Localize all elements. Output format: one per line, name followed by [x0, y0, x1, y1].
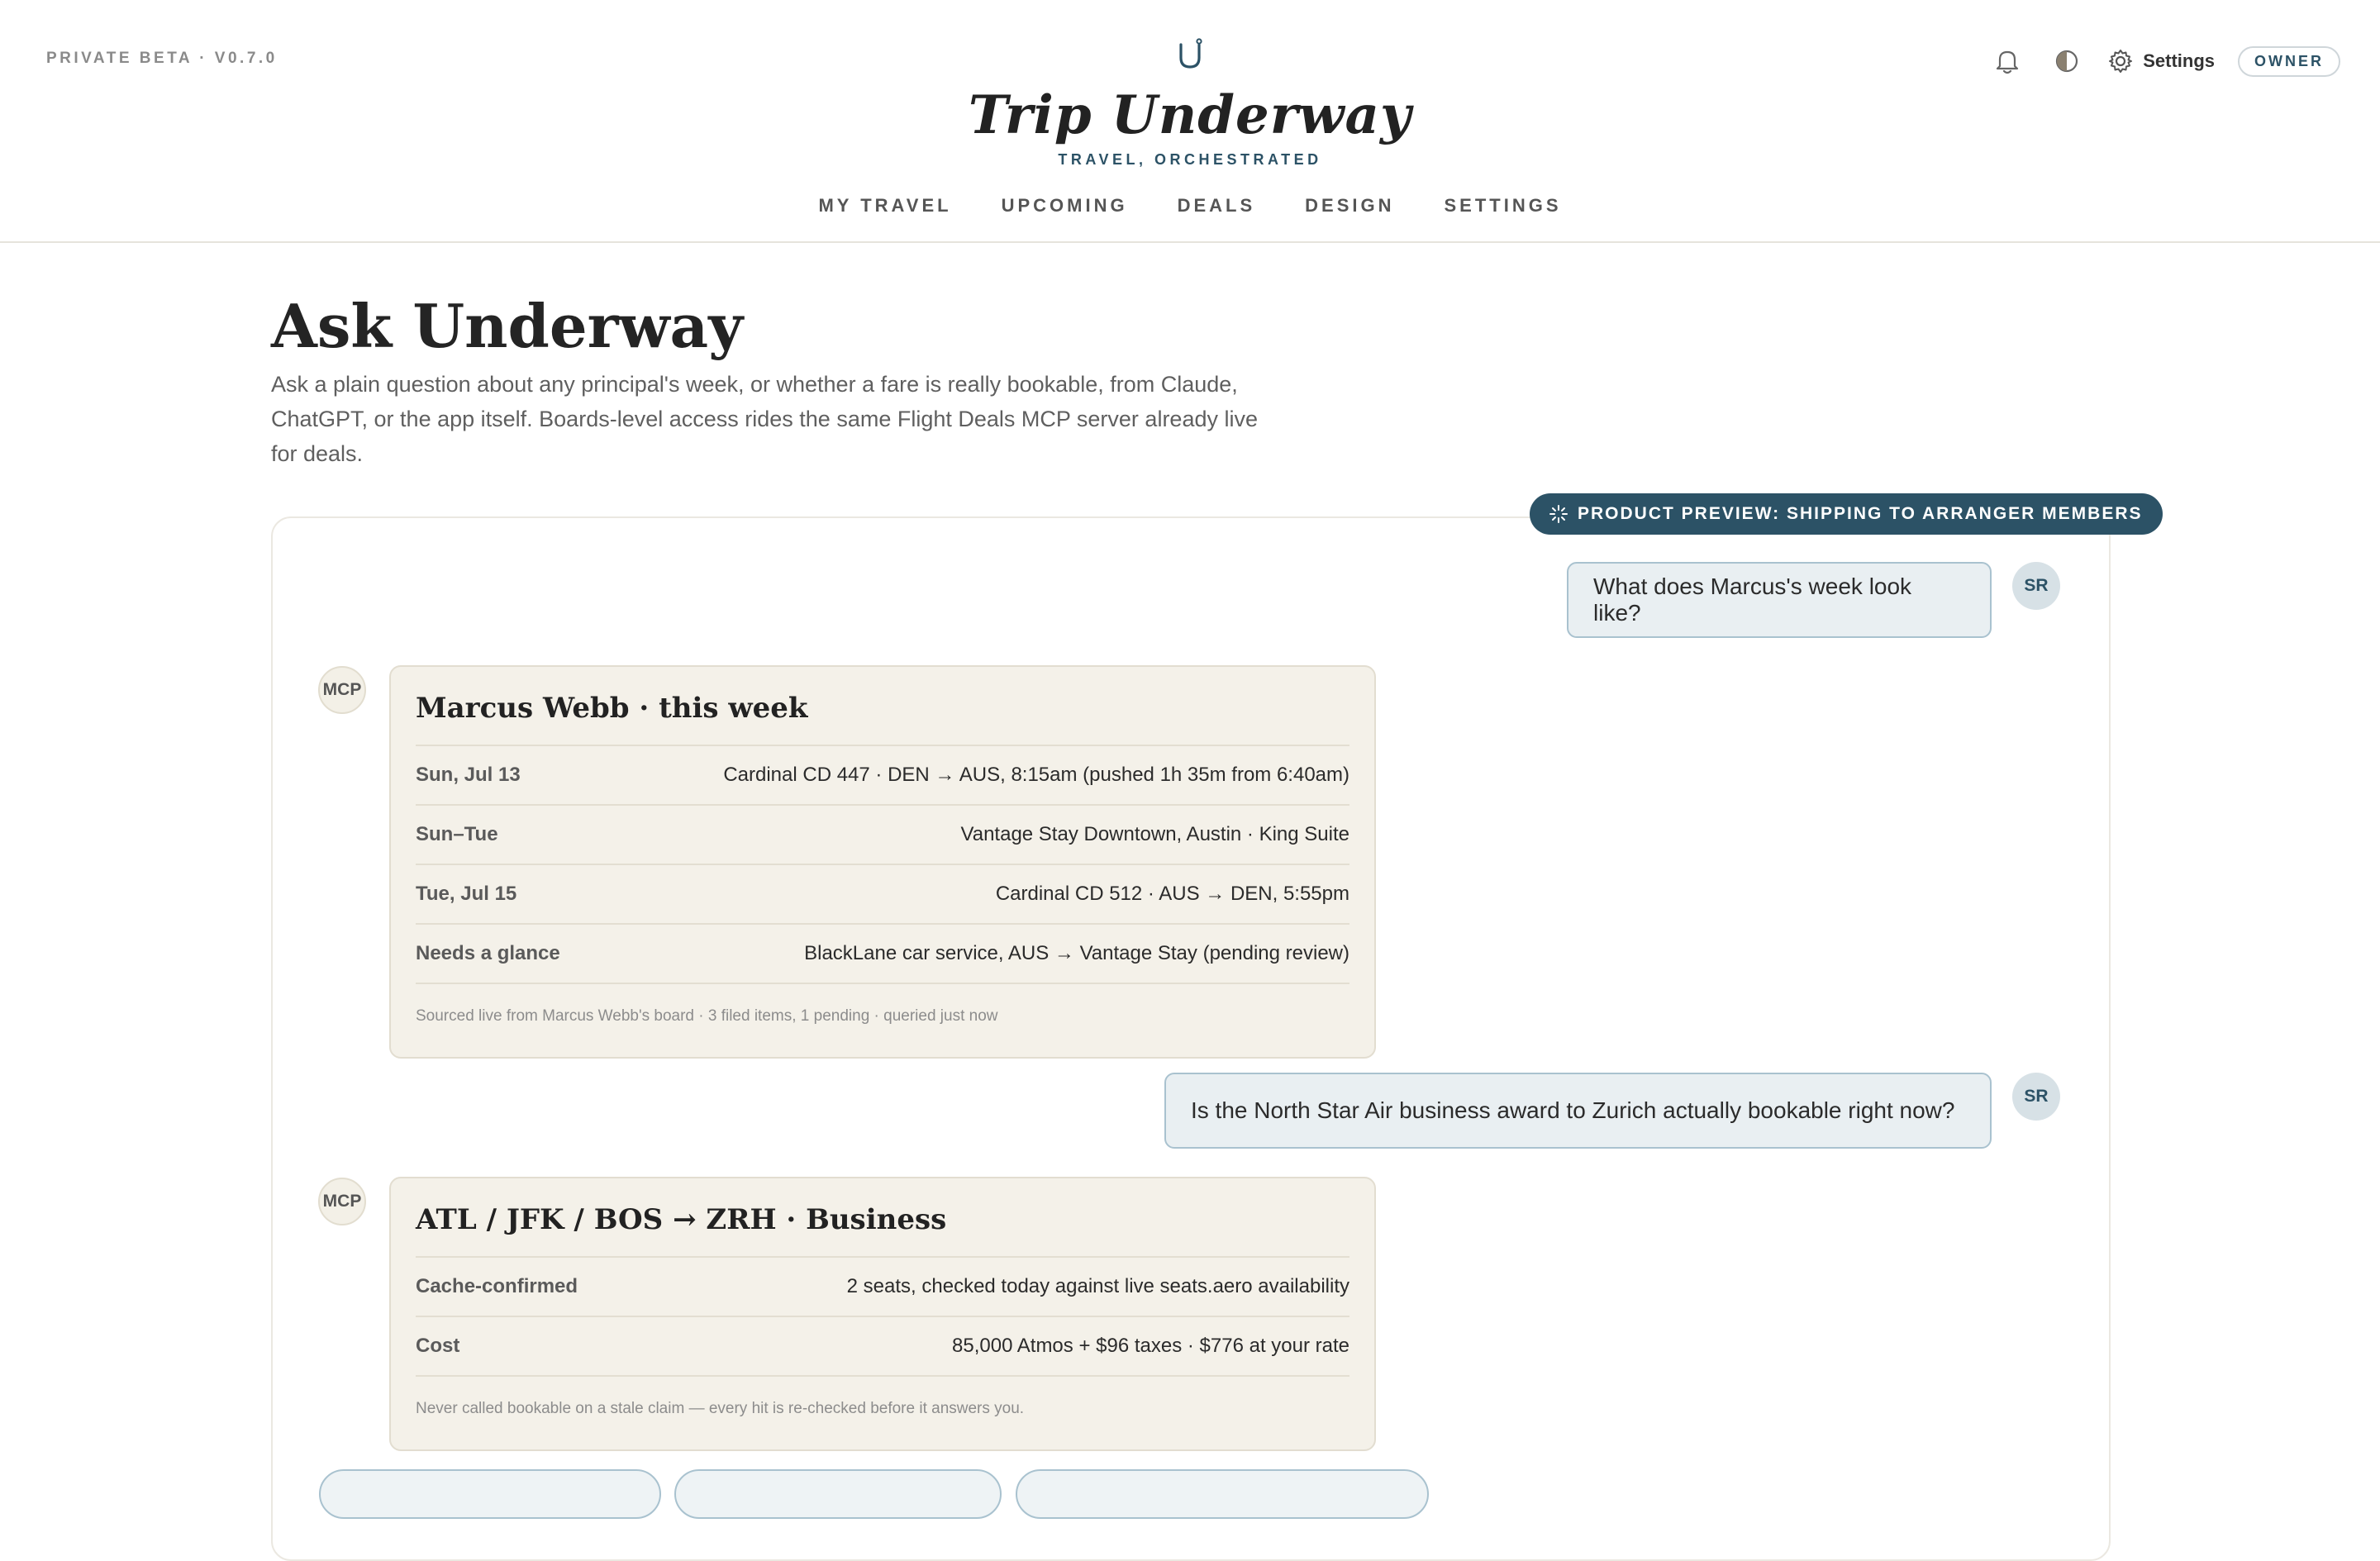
nav-settings[interactable]: SETTINGS — [1444, 195, 1562, 216]
settings-label: Settings — [2143, 50, 2215, 71]
row-label: Sun, Jul 13 — [416, 764, 521, 786]
row-value: Cardinal CD 447 · DEN → AUS, 8:15am (pushed 1h 35m from 6:40am) — [723, 764, 1349, 786]
notifications-button[interactable] — [1989, 43, 2025, 79]
page-title: Ask Underway — [271, 291, 744, 361]
nav-design[interactable]: DESIGN — [1305, 195, 1395, 216]
card-source-note: Never called bookable on a stale claim — every hit is re-checked before it answers you. — [416, 1375, 1349, 1449]
brand-title[interactable]: Trip Underway — [968, 84, 1412, 146]
product-preview-label: PRODUCT PREVIEW: SHIPPING TO ARRANGER MEMBERS — [1578, 504, 2143, 523]
response-card — [389, 1177, 1376, 1451]
row-value: Vantage Stay Downtown, Austin · King Suite — [960, 823, 1349, 845]
header-actions — [1989, 43, 2340, 79]
suggestion-chip[interactable] — [674, 1469, 1002, 1519]
row-value: 85,000 Atmos + $96 taxes · $776 at your rate — [952, 1335, 1349, 1357]
row-value: BlackLane car service, AUS → Vantage Stay (pending review) — [804, 942, 1349, 964]
card-row — [416, 923, 1349, 983]
contrast-icon — [2054, 49, 2079, 74]
settings-button[interactable] — [2108, 49, 2215, 74]
nav-upcoming[interactable]: UPCOMING — [1001, 195, 1128, 216]
mcp-avatar: MCP — [318, 1178, 366, 1225]
card-row — [416, 864, 1349, 923]
nav-deals[interactable]: DEALS — [1177, 195, 1256, 216]
product-preview-badge — [1530, 493, 2163, 535]
row-label: Needs a glance — [416, 942, 560, 964]
row-label: Cost — [416, 1335, 460, 1357]
role-badge: OWNER — [2238, 46, 2340, 77]
user-message — [1164, 1073, 1992, 1149]
card-title: ATL / JFK / BOS → ZRH · Business — [416, 1203, 947, 1236]
user-message-text: What does Marcus's week look like? — [1593, 573, 1912, 626]
mcp-avatar: MCP — [318, 666, 366, 714]
page-description: Ask a plain question about any principal's week, or whether a fare is really bookable, from Claude, ChatGPT, or the app itself. Boards-level access rides the same Flight Deals MCP server already live for deals. — [271, 372, 1258, 466]
card-row — [416, 804, 1349, 864]
user-message-text: Is the North Star Air business award to Zurich actually bookable right now? — [1191, 1097, 1955, 1123]
row-label: Tue, Jul 15 — [416, 883, 517, 905]
logo-icon — [1175, 38, 1205, 71]
row-label: Cache-confirmed — [416, 1275, 578, 1297]
suggestion-chip[interactable] — [319, 1469, 661, 1519]
nav-my-travel[interactable]: MY TRAVEL — [818, 195, 952, 216]
card-row — [416, 745, 1349, 804]
card-source-note: Sourced live from Marcus Webb's board · 3 filed items, 1 pending · queried just now — [416, 983, 1349, 1057]
brand-tagline: TRAVEL, ORCHESTRATED — [1058, 151, 1322, 168]
response-card — [389, 665, 1376, 1059]
card-title: Marcus Webb · this week — [416, 692, 808, 725]
card-row — [416, 1316, 1349, 1375]
app-header — [0, 0, 2380, 243]
beta-version-label: PRIVATE BETA · V0.7.0 — [46, 50, 278, 67]
theme-toggle-button[interactable] — [2049, 43, 2085, 79]
row-value: 2 seats, checked today against live seats.aero availability — [846, 1275, 1349, 1297]
row-label: Sun–Tue — [416, 823, 498, 845]
card-row — [416, 1256, 1349, 1316]
row-value: Cardinal CD 512 · AUS → DEN, 5:55pm — [995, 883, 1349, 905]
bell-icon — [1995, 48, 2020, 74]
main-nav — [0, 195, 2380, 217]
sparkle-icon — [1549, 505, 1568, 523]
suggestion-chip[interactable] — [1016, 1469, 1429, 1519]
user-message — [1567, 562, 1992, 638]
gear-icon — [2108, 49, 2133, 74]
user-avatar: SR — [2012, 562, 2060, 610]
user-avatar: SR — [2012, 1073, 2060, 1121]
